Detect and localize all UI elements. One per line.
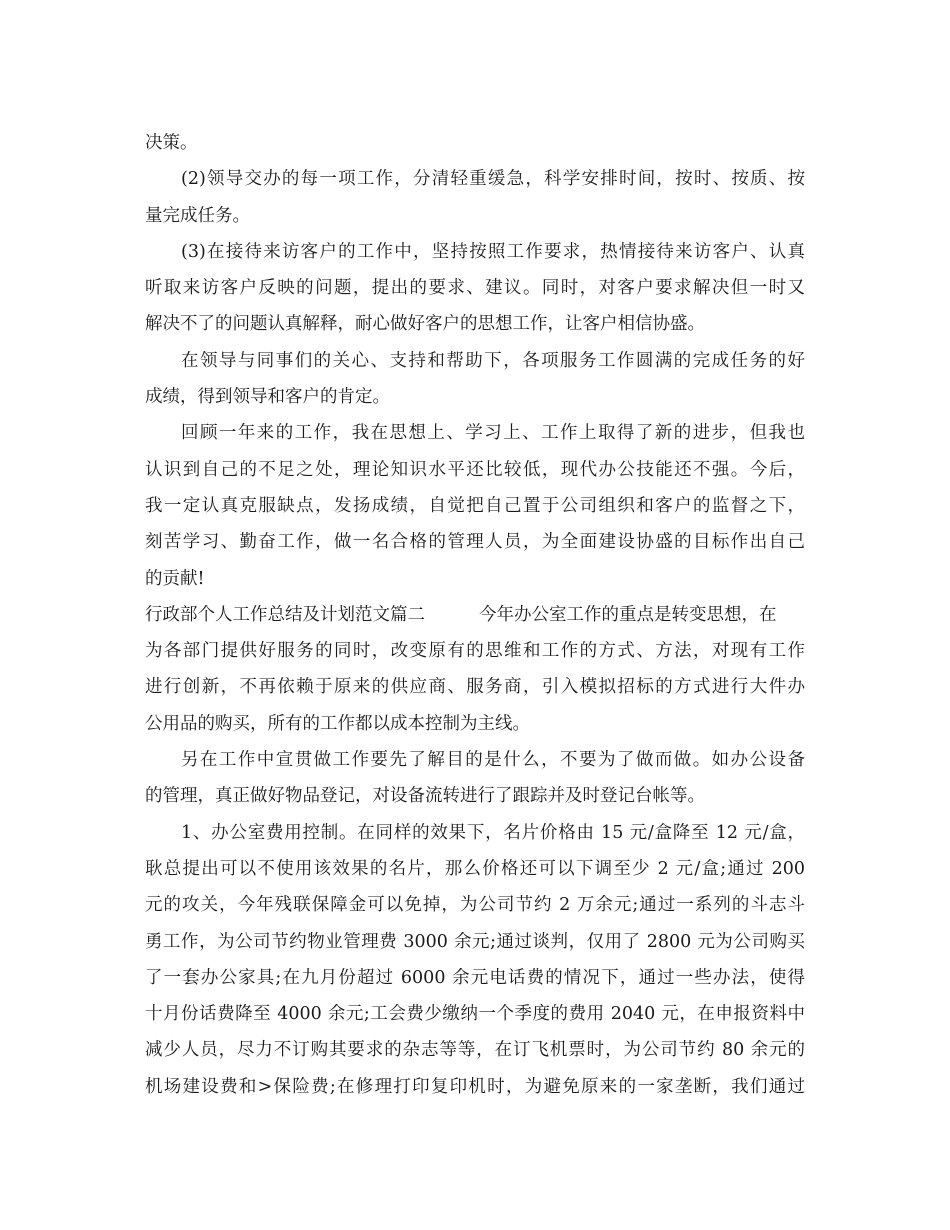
document-page: [145, 125, 805, 1105]
text-line: 了一套办公家具;在九月份超过 6000 余元电话费的情况下，通过一些办法，使得: [145, 967, 805, 988]
text-line: 决策。: [145, 133, 198, 153]
text-line: 耿总提出可以不使用该效果的名片，那么价格还可以下调至少 2 元/盒;通过 200: [145, 858, 805, 879]
text-line: 1、办公室费用控制。在同样的效果下，名片价格由 15 元/盒降至 12 元/盒，: [181, 822, 805, 843]
text-line: 减少人员，尽力不订购其要求的杂志等等，在订飞机票时，为公司节约 80 余元的: [145, 1040, 805, 1061]
text-line: 的管理，真正做好物品登记，对设备流转进行了跟踪并及时登记台帐等。: [145, 786, 705, 807]
text-line: 公用品的购买，所有的工作都以成本控制为主线。: [145, 713, 530, 734]
section-title: 行政部个人工作总结及计划范文篇二: [145, 604, 425, 625]
text-line: 勇工作，为公司节约物业管理费 3000 余元;通过谈判，仅用了 2800 元为公司购买: [145, 931, 805, 952]
text-line: 听取来访客户反映的问题，提出的要求、建议。同时，对客户要求解决但一时又: [145, 278, 805, 299]
text-line: (3)在接待来访客户的工作中，坚持按照工作要求，热情接待来访客户、认真: [181, 241, 805, 262]
text-line: 机场建设费和>保险费;在修理打印复印机时，为避免原来的一家垄断，我们通过: [145, 1076, 805, 1097]
text-line: 认识到自己的不足之处，理论知识水平还比较低，现代办公技能还不强。今后，: [145, 459, 805, 480]
text-line: 刻苦学习、勤奋工作，做一名合格的管理人员，为全面建设协盛的目标作出自己: [145, 532, 805, 553]
section-heading-line: [145, 597, 805, 633]
text-line: 成绩，得到领导和客户的肯定。: [145, 387, 390, 408]
text-line: (2)领导交办的每一项工作，分清轻重缓急，科学安排时间，按时、按质、按: [181, 169, 805, 190]
text-line: 解决不了的问题认真解释，耐心做好客户的思想工作，让客户相信协盛。: [145, 314, 705, 335]
text-line: 我一定认真克服缺点，发扬成绩，自觉把自己置于公司组织和客户的监督之下，: [145, 495, 805, 516]
text-line: 进行创新，不再依赖于原来的供应商、服务商，引入模拟招标的方式进行大件办: [145, 677, 805, 698]
text-line: 今年办公室工作的重点是转变思想，在: [479, 604, 777, 625]
text-line: 为各部门提供好服务的同时，改变原有的思维和工作的方式、方法，对现有工作: [145, 641, 805, 662]
text-line: 十月份话费降至 4000 余元;工会费少缴纳一个季度的费用 2040 元，在申报资料中: [145, 1004, 805, 1025]
text-line: 另在工作中宣贯做工作要先了解目的是什么，不要为了做而做。如办公设备: [181, 750, 805, 771]
text-line: 元的攻关，今年残联保障金可以免掉，为公司节约 2 万余元;通过一系列的斗志斗: [145, 895, 805, 916]
text-line: 在领导与同事们的关心、支持和帮助下，各项服务工作圆满的完成任务的好: [181, 350, 805, 371]
text-line: 回顾一年来的工作，我在思想上、学习上、工作上取得了新的进步，但我也: [181, 423, 805, 444]
text-line: 量完成任务。: [145, 205, 250, 226]
text-line: 的贡献!: [145, 568, 205, 589]
